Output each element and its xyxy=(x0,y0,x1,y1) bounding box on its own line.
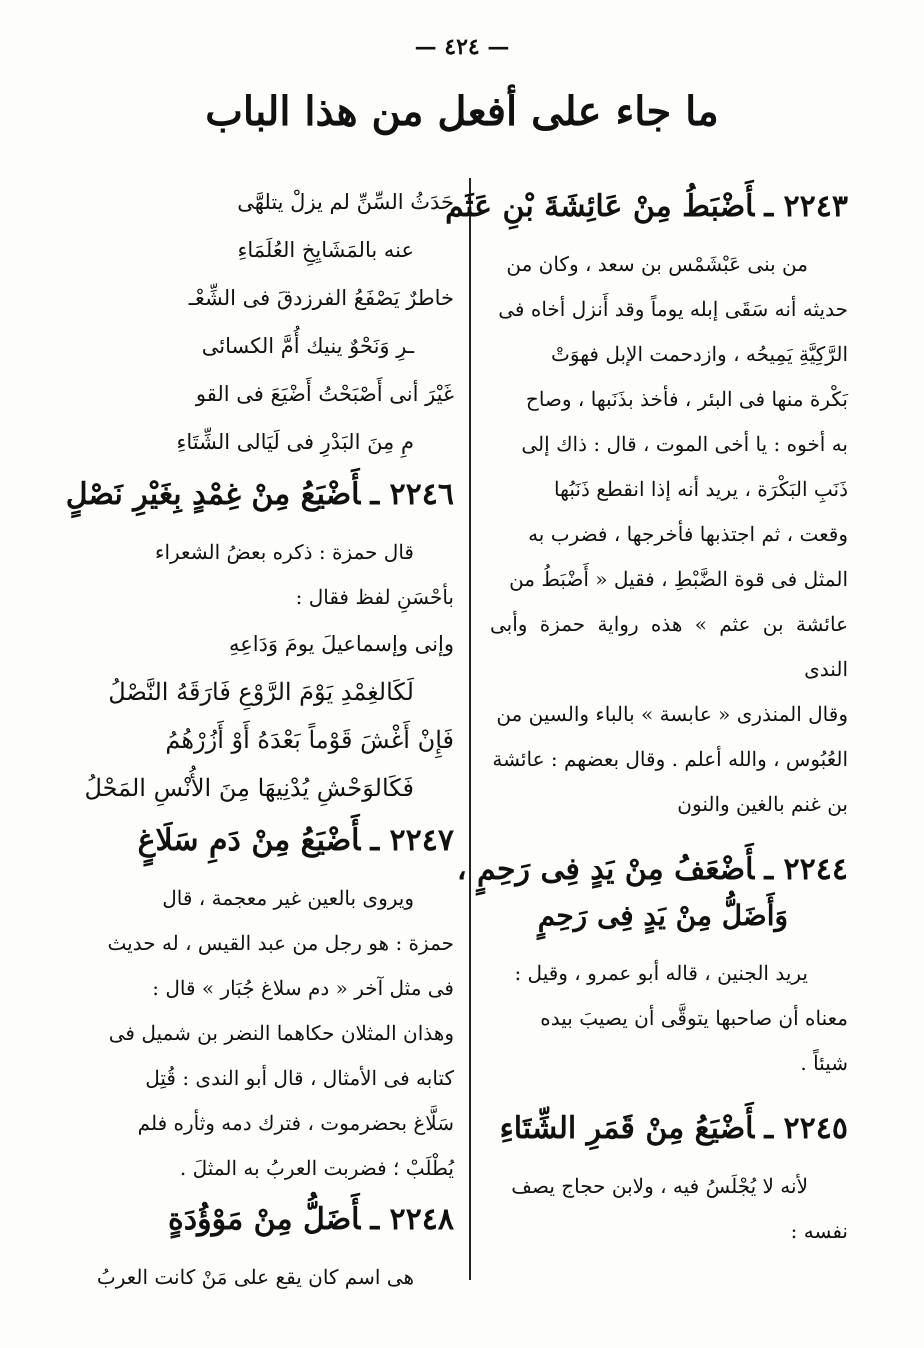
entry-title: أَضْيَعُ مِنْ غِمْدٍ بِغَيْرِ نَصْلٍ xyxy=(65,477,361,512)
prose-line: من بنى عَبْشَمْس بن سعد ، وكان من xyxy=(506,252,808,276)
verse-line: حَدَثُ السِّنِّ لم يزلْ يتلهَّى xyxy=(237,190,454,214)
prose-line: ذَنَبِ البَكْرَة ، يريد أنه إذا انقطع ذَنَبُها xyxy=(554,477,848,501)
prose-line: حمزة : هو رجل من عبد القيس ، له حديث xyxy=(107,931,454,955)
prose-line: هى اسم كان يقع على مَنْ كانت العربُ xyxy=(96,1265,414,1289)
entry-2243-body xyxy=(490,242,848,827)
prose-line: العُبُوس ، والله أعلم . وقال بعضهم : عائشة xyxy=(492,747,848,771)
entry-number: ٢٢٤٨ ـ xyxy=(370,1202,454,1237)
entry-2246-heading xyxy=(65,472,454,518)
entry-2247-heading xyxy=(96,818,454,864)
verse-line: مِ مِنَ البَدْرِ فى لَيَالى الشِّتَاءِ xyxy=(176,430,414,454)
verse-block xyxy=(96,178,454,466)
entry-title: أَضَلُّ مِنْ مَوْؤُدَةٍ xyxy=(168,1202,361,1237)
prose-line: لأنه لا يُجْلَسُ فيه ، ولابن حجاج يصف xyxy=(511,1174,808,1198)
entry-title: أَضْيَعُ مِنْ قَمَرِ الشِّتَاءِ xyxy=(499,1111,755,1146)
prose-line: وقال المنذرى « عابسة » بالباء والسين من xyxy=(496,702,848,726)
left-column xyxy=(65,178,454,1300)
entry-2244-body xyxy=(490,951,848,1086)
right-column xyxy=(445,178,848,1254)
entry-number: ٢٢٤٣ ـ xyxy=(764,189,848,224)
prose-line: بن غنم بالغين والنون xyxy=(677,792,848,816)
prose-line: بَكْرة منها فى البئر ، فأخذ بذَنَبها ، وصاح xyxy=(525,387,848,411)
verse-line: ـرِ وَنَحْوٌ ينيك أُمَّ الكسائى xyxy=(201,334,414,358)
prose-line: به أخوه : يا أخى الموت ، قال : ذاك إلى xyxy=(521,432,848,456)
prose-line: كتابه فى الأمثال ، قال أبو الندى : قُتِل xyxy=(145,1066,454,1090)
entry-2245-heading xyxy=(490,1106,848,1152)
chapter-title: ما جاء على أفعل من هذا الباب xyxy=(205,88,719,135)
entry-title: أَضْيَعُ مِنْ دَمِ سَلَاغٍ xyxy=(137,823,361,858)
verse-line: فَإِنْ أَغْشَ قَوْماً بَعْدَهُ أَوْ أَزُرْهُمُ xyxy=(165,726,454,754)
prose-line: المثل فى قوة الضَّبْطِ ، فقيل « أَضْبَطُ من xyxy=(509,567,848,591)
prose-line: شيئاً . xyxy=(800,1051,848,1075)
prose-line: بأحْسَنِ لفظ فقال : xyxy=(295,585,454,609)
prose-line: نفسه : xyxy=(790,1219,848,1243)
verse-line: فَكَالوَحْشِ يُدْنِيهَا مِنَ الأُنْسِ المَحْلُ xyxy=(84,774,414,802)
entry-2243-heading xyxy=(445,184,848,230)
verse-line: وإنى وإسماعيلَ يومَ وَدَاعِهِ xyxy=(228,632,454,656)
entry-number: ٢٢٤٥ ـ xyxy=(764,1111,848,1146)
prose-line: الرَّكِيَّةِ يَمِيحُه ، وازدحمت الإبل فهوَتْ xyxy=(551,342,848,366)
prose-line: وقعت ، ثم اجتذبها فأخرجها ، فضرب به xyxy=(528,522,848,546)
entry-number: ٢٢٤٤ ـ xyxy=(764,852,848,887)
entry-number: ٢٢٤٧ ـ xyxy=(370,823,454,858)
prose-line: يُطْلَبْ ؛ فضربت العربُ به المثلَ . xyxy=(179,1156,454,1180)
entry-2245-body xyxy=(490,1164,848,1254)
page-number: — ٤٢٤ — xyxy=(414,34,510,60)
prose-line: يريد الجنين ، قاله أبو عمرو ، وقيل : xyxy=(514,961,808,985)
prose-line: قال حمزة : ذكره بعضُ الشعراء xyxy=(155,540,414,564)
verse-line: خاطرٌ يَصْفَعُ الفرزدقَ فى الشِّعْـ xyxy=(188,286,454,310)
prose-line: عائشة بن عثم » هذه رواية حمزة وأبى الندى xyxy=(490,612,848,681)
verse-line: غَيْرَ أنى أَصْبَحْتُ أَضْيَعَ فى القو xyxy=(195,382,454,406)
entry-2246-body xyxy=(84,530,454,812)
prose-line: سَلَّاغ بحضرموت ، فترك دمه وثأره فلم xyxy=(137,1111,454,1135)
entry-title-second: وَأَضَلُّ مِنْ يَدٍ فِى رَحِمٍ xyxy=(537,899,788,932)
entry-2248-heading xyxy=(96,1197,454,1243)
prose-line: معناه أن صاحبها يتوقَّى أن يصيبَ بيده xyxy=(540,1006,848,1030)
prose-line: فى مثل آخر « دم سلاغ جُبَار » قال : xyxy=(152,976,454,1000)
verse-line: عنه بالمَشَايِخِ العُلَمَاءِ xyxy=(237,238,414,262)
prose-line: وهذان المثلان حكاهما النضر بن شميل فى xyxy=(108,1021,454,1045)
column-divider xyxy=(469,178,471,1280)
entry-title: أَضْعَفُ مِنْ يَدٍ فِى رَحِمٍ ، xyxy=(456,852,755,887)
entry-number: ٢٢٤٦ ـ xyxy=(370,477,454,512)
prose-line: ويروى بالعين غير معجمة ، قال xyxy=(162,886,414,910)
entry-title: أَضْبَطُ مِنْ عَائِشَةَ بْنِ عَثَم xyxy=(445,189,755,224)
entry-2248-body xyxy=(96,1255,454,1300)
entry-2244-heading xyxy=(456,847,848,939)
entry-2247-body xyxy=(96,876,454,1191)
verse-line: لَكَالغِمْدِ يَوْمَ الرَّوْعِ فَارَقَهُ النَّصْلُ xyxy=(108,678,414,706)
prose-line: حديثه أنه سَقَى إبله يوماً وقد أَنزل أخاه فى xyxy=(498,297,848,321)
